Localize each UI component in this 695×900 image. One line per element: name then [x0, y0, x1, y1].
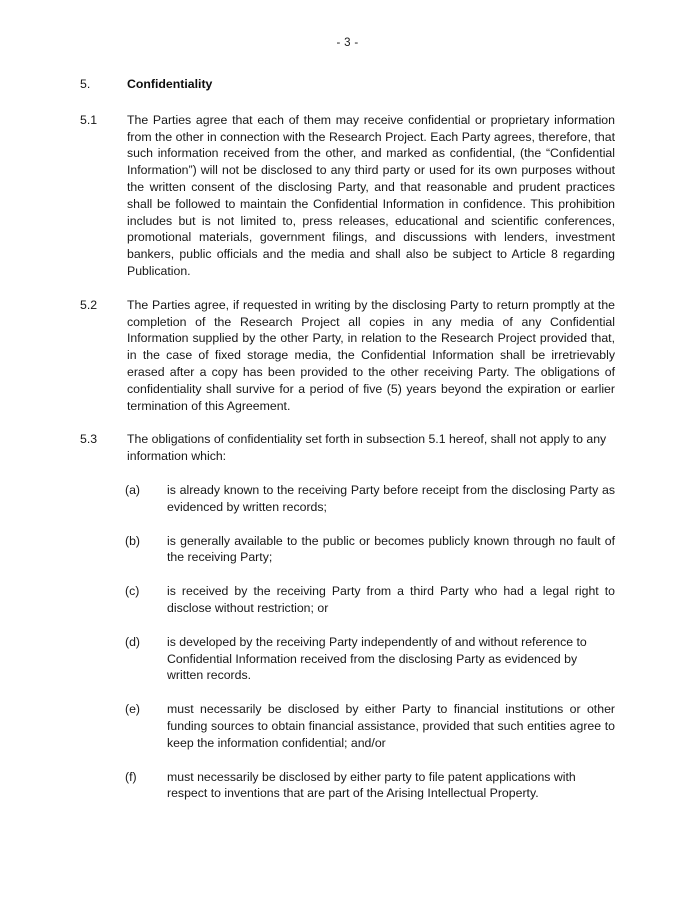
section-heading — [80, 76, 615, 93]
exclusion-list — [125, 482, 615, 802]
list-item-marker: (b) — [125, 533, 141, 548]
clause-5-1 — [80, 112, 615, 280]
clause-number: 5.3 — [80, 432, 98, 447]
list-item — [125, 583, 615, 617]
clause-text: The Parties agree, if requested in writing by the disclosing Party to return promptly at the completion of the Research Project all copies in any media of any Confidential Information supplied by the other Party, in relation to the Research Project provided that, in the case of fixed storage media, the Confidential Information shall be irretrievably erased after a copy has been provided to the other receiving Party. The obligations of confidentiality shall survive for a period of five (5) years beyond the expiration or earlier termination of this Agreement. — [127, 297, 615, 413]
list-item — [125, 634, 615, 684]
clause-5-3 — [80, 431, 615, 465]
list-item-marker: (e) — [125, 702, 141, 717]
clause-text: The Parties agree that each of them may receive confidential or proprietary information from the other in connection with the Research Project. Each Party agrees, therefore, that such information received from the other, and marked as confidential, (the “Confidential Information”) will not be disclosed to any third party or used for its own purposes without the written consent of the disclosing Party, and that reasonable and prudent practices shall be followed to maintain the Confidential Information in confidence. This prohibition includes but is not limited to, press releases, educational and scientific conferences, promotional materials, government filings, and discussions with lenders, investment bankers, public officials and the media and shall also be subject to Article 8 regarding Publication. — [127, 112, 615, 278]
section-number: 5. — [80, 77, 91, 91]
clause-number: 5.1 — [80, 112, 98, 127]
page-number: - 3 - — [336, 37, 359, 49]
clause-number: 5.2 — [80, 297, 98, 312]
list-item-marker: (c) — [125, 584, 140, 599]
clause-5-2 — [80, 297, 615, 415]
section-title: Confidentiality — [127, 77, 213, 91]
list-item-marker: (f) — [125, 769, 137, 784]
list-item-marker: (a) — [125, 482, 141, 497]
list-item-marker: (d) — [125, 634, 141, 649]
clause-text: The obligations of confidentiality set forth in subsection 5.1 hereof, shall not apply to any information which: — [127, 432, 607, 464]
list-item — [125, 482, 615, 516]
list-item-text: must necessarily be disclosed by either party to file patent applications with respect to inventions that are part of the Arising Intellectual Property. — [167, 769, 576, 801]
list-item — [125, 701, 615, 751]
document-body — [80, 76, 615, 819]
list-item-text: is developed by the receiving Party independently of and without reference to Confidential Information received from the disclosing Party as evidenced by written records. — [167, 634, 587, 683]
list-item-text: is received by the receiving Party from a third Party who had a legal right to disclose without restriction; or — [167, 584, 615, 615]
list-item — [125, 769, 615, 803]
list-item — [125, 533, 615, 567]
list-item-text: is already known to the receiving Party before receipt from the disclosing Party as evidenced by written records; — [167, 482, 615, 514]
list-item-text: is generally available to the public or becomes publicly known through no fault of the receiving Party; — [167, 533, 615, 565]
list-item-text: must necessarily be disclosed by either Party to financial institutions or other funding sources to obtain financial assistance, provided that such entities agree to keep the information confidential; and/or — [167, 702, 615, 750]
